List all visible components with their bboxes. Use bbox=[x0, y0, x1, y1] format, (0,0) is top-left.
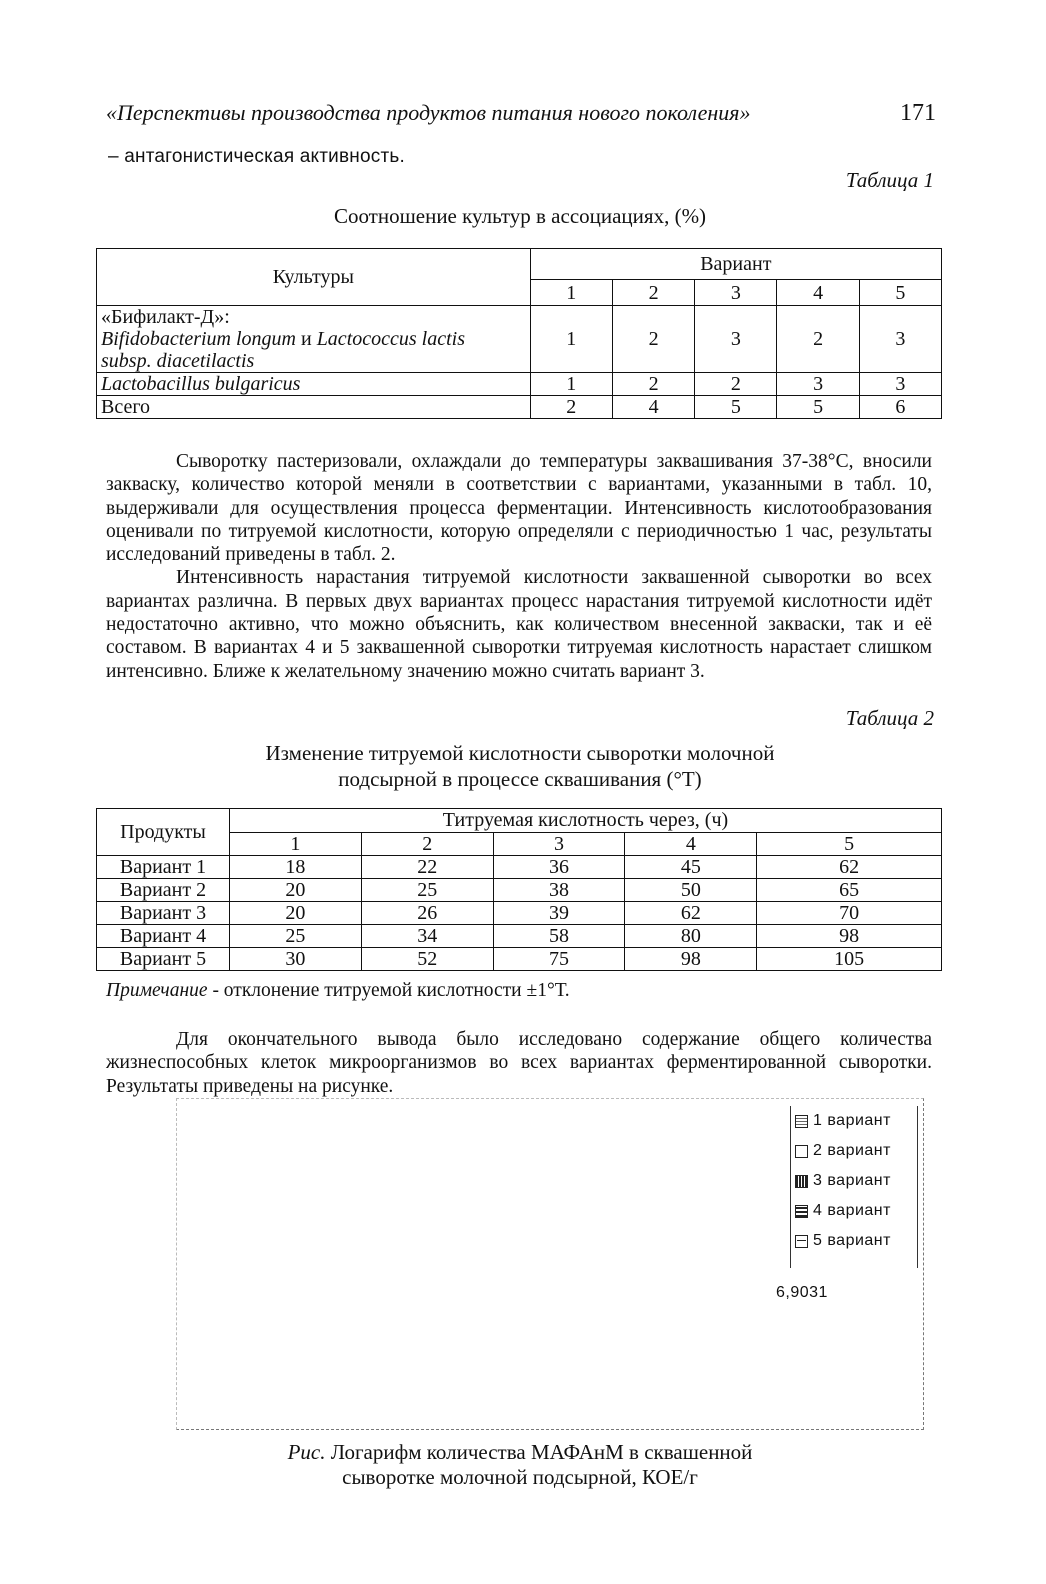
culture-subspecies: subsp. diacetilactis bbox=[101, 350, 255, 372]
note-text: - отклонение титруемой кислотности ±1°Т. bbox=[207, 980, 570, 1001]
table2-header-products: Продукты bbox=[97, 809, 230, 856]
table1-cell: 1 bbox=[530, 306, 612, 373]
table1-cell: 3 bbox=[777, 373, 859, 396]
paragraph: Интенсивность нарастания титруемой кислотности заквашенной сыворотки во всех вариантах различна. В первых двух вариантах процесс нарастания титруемой кислотности идёт недостаточно активно, что можно объяснить, как количеством внесенной закваски, так и её составом. В вариантах 4 и 5 заквашенной сыворотки титруемая кислотность нарастает слишком интенсивно. Ближе к желательному значению можно считать вариант 3. bbox=[106, 567, 932, 682]
table1-variant-num: 4 bbox=[777, 280, 859, 306]
chart-legend bbox=[790, 1106, 918, 1268]
table1-header-variant: Вариант bbox=[530, 249, 941, 280]
table1 bbox=[96, 248, 942, 419]
table2-title-line: подсырной в процессе сквашивания (°Т) bbox=[338, 767, 702, 791]
table2-hour: 2 bbox=[361, 832, 493, 856]
legend-label: 4 вариант bbox=[813, 1202, 891, 1219]
table2-cell: 70 bbox=[757, 902, 942, 925]
table2-row-name: Вариант 2 bbox=[97, 879, 230, 902]
table1-label: Таблица 1 bbox=[845, 168, 934, 192]
table2-title bbox=[180, 740, 860, 792]
table1-cell: 5 bbox=[777, 396, 859, 419]
table1-title: Соотношение культур в ассоциациях, (%) bbox=[333, 204, 707, 228]
culture-species: Lactococcus lactis bbox=[316, 328, 465, 350]
table2-cell: 25 bbox=[361, 879, 493, 902]
intro-line: – антагонистическая активность. bbox=[108, 146, 405, 167]
table1-variant-num: 1 bbox=[530, 280, 612, 306]
table2-cell: 30 bbox=[230, 948, 362, 971]
table2-hour: 4 bbox=[625, 832, 757, 856]
legend-item bbox=[791, 1136, 917, 1166]
table1-cell: 5 bbox=[695, 396, 777, 419]
caption-line bbox=[200, 1440, 840, 1465]
table1-cell: 2 bbox=[777, 306, 859, 373]
note-label: Примечание bbox=[106, 980, 208, 1001]
table1-variant-num: 3 bbox=[695, 280, 777, 306]
caption-line: сыворотке молочной подсырной, КОЕ/г bbox=[342, 1465, 698, 1489]
table1-cell: 3 bbox=[695, 306, 777, 373]
culture-species: Lactobacillus bulgaricus bbox=[101, 373, 301, 395]
table2-cell: 98 bbox=[757, 925, 942, 948]
table1-cell: 2 bbox=[612, 373, 694, 396]
legend-swatch-icon bbox=[795, 1175, 808, 1188]
table2-cell: 80 bbox=[625, 925, 757, 948]
legend-item bbox=[791, 1166, 917, 1196]
table2-cell: 38 bbox=[493, 879, 625, 902]
table2-hour: 5 bbox=[757, 832, 942, 856]
table2-cell: 20 bbox=[230, 902, 362, 925]
table2-hour: 3 bbox=[493, 832, 625, 856]
legend-item bbox=[791, 1226, 917, 1256]
table2-cell: 58 bbox=[493, 925, 625, 948]
chart-value-label: 6,9031 bbox=[776, 1284, 828, 1301]
table2-hour: 1 bbox=[230, 832, 362, 856]
culture-species: Bifidobacterium longum bbox=[101, 328, 296, 350]
table2-row-name: Вариант 3 bbox=[97, 902, 230, 925]
table1-cell: 3 bbox=[859, 306, 941, 373]
table1-culture-bulgaricus bbox=[97, 373, 531, 396]
table-row bbox=[97, 856, 942, 879]
table2-label: Таблица 2 bbox=[845, 706, 934, 730]
table-row bbox=[97, 879, 942, 902]
figure-caption bbox=[200, 1440, 840, 1490]
table2-cell: 25 bbox=[230, 925, 362, 948]
table1-cell: 4 bbox=[612, 396, 694, 419]
table2-cell: 98 bbox=[625, 948, 757, 971]
legend-swatch-icon bbox=[795, 1205, 808, 1218]
table2-cell: 36 bbox=[493, 856, 625, 879]
table1-variant-num: 5 bbox=[859, 280, 941, 306]
table2-row-name: Вариант 5 bbox=[97, 948, 230, 971]
running-title: «Перспективы производства продуктов питания нового поколения» bbox=[106, 100, 751, 125]
table1-culture-bifilakt bbox=[97, 306, 531, 373]
culture-line: «Бифилакт-Д»: bbox=[101, 306, 230, 328]
caption-label: Рис. bbox=[287, 1440, 326, 1464]
legend-label: 2 вариант bbox=[813, 1142, 891, 1159]
legend-swatch-icon bbox=[795, 1235, 808, 1248]
table-row bbox=[97, 396, 942, 419]
table2 bbox=[96, 808, 942, 971]
table2-cell: 52 bbox=[361, 948, 493, 971]
legend-label: 3 вариант bbox=[813, 1172, 891, 1189]
table1-variant-num: 2 bbox=[612, 280, 694, 306]
body-text-2 bbox=[106, 1028, 932, 1098]
legend-swatch-icon bbox=[795, 1115, 808, 1128]
table-row bbox=[97, 306, 942, 373]
table-row bbox=[97, 948, 942, 971]
table1-header-cultures: Культуры bbox=[97, 249, 531, 306]
table2-cell: 20 bbox=[230, 879, 362, 902]
table2-row-name: Вариант 1 bbox=[97, 856, 230, 879]
table-row bbox=[97, 902, 942, 925]
legend-swatch-icon bbox=[795, 1145, 808, 1158]
paragraph: Для окончательного вывода было исследовано содержание общего количества жизнеспособных клеток микроорганизмов во всех вариантах ферментированной сыворотки. Результаты приведены на рисунке. bbox=[106, 1029, 932, 1097]
table-row bbox=[97, 373, 942, 396]
table-row bbox=[97, 925, 942, 948]
table1-cell: 2 bbox=[612, 306, 694, 373]
table2-title-line: Изменение титруемой кислотности сыворотки молочной bbox=[265, 741, 775, 765]
table2-note bbox=[106, 980, 570, 1002]
body-text bbox=[106, 450, 932, 683]
table2-cell: 50 bbox=[625, 879, 757, 902]
running-header bbox=[106, 100, 936, 126]
table1-total-label: Всего bbox=[97, 396, 531, 419]
table2-cell: 75 bbox=[493, 948, 625, 971]
legend-item bbox=[791, 1106, 917, 1136]
legend-item bbox=[791, 1196, 917, 1226]
paragraph: Сыворотку пастеризовали, охлаждали до температуры заквашивания 37-38°С, вносили закваску, количество которой меняли в соответствии с вариантами, указанными в табл. 10, выдерживали для осуществления процесса ферментации. Интенсивность кислотообразования оценивали по титруемой кислотности, которую определяли с периодичностью 1 час, результаты исследований приведены в табл. 2. bbox=[106, 451, 932, 566]
table2-cell: 26 bbox=[361, 902, 493, 925]
legend-label: 5 вариант bbox=[813, 1232, 891, 1249]
table2-cell: 62 bbox=[625, 902, 757, 925]
table1-cell: 3 bbox=[859, 373, 941, 396]
table2-cell: 22 bbox=[361, 856, 493, 879]
table1-cell: 2 bbox=[530, 396, 612, 419]
table2-cell: 105 bbox=[757, 948, 942, 971]
table1-cell: 1 bbox=[530, 373, 612, 396]
table2-cell: 45 bbox=[625, 856, 757, 879]
table2-cell: 18 bbox=[230, 856, 362, 879]
legend-label: 1 вариант bbox=[813, 1112, 891, 1129]
table1-cell: 6 bbox=[859, 396, 941, 419]
culture-conj: и bbox=[295, 328, 317, 350]
caption-text: Логарифм количества МАФАнМ в сквашенной bbox=[325, 1440, 753, 1464]
table2-header-acidity: Титруемая кислотность через, (ч) bbox=[230, 809, 942, 833]
table2-cell: 39 bbox=[493, 902, 625, 925]
table2-cell: 65 bbox=[757, 879, 942, 902]
table1-cell: 2 bbox=[695, 373, 777, 396]
page-number: 171 bbox=[900, 100, 936, 126]
table2-cell: 34 bbox=[361, 925, 493, 948]
table2-cell: 62 bbox=[757, 856, 942, 879]
table2-row-name: Вариант 4 bbox=[97, 925, 230, 948]
